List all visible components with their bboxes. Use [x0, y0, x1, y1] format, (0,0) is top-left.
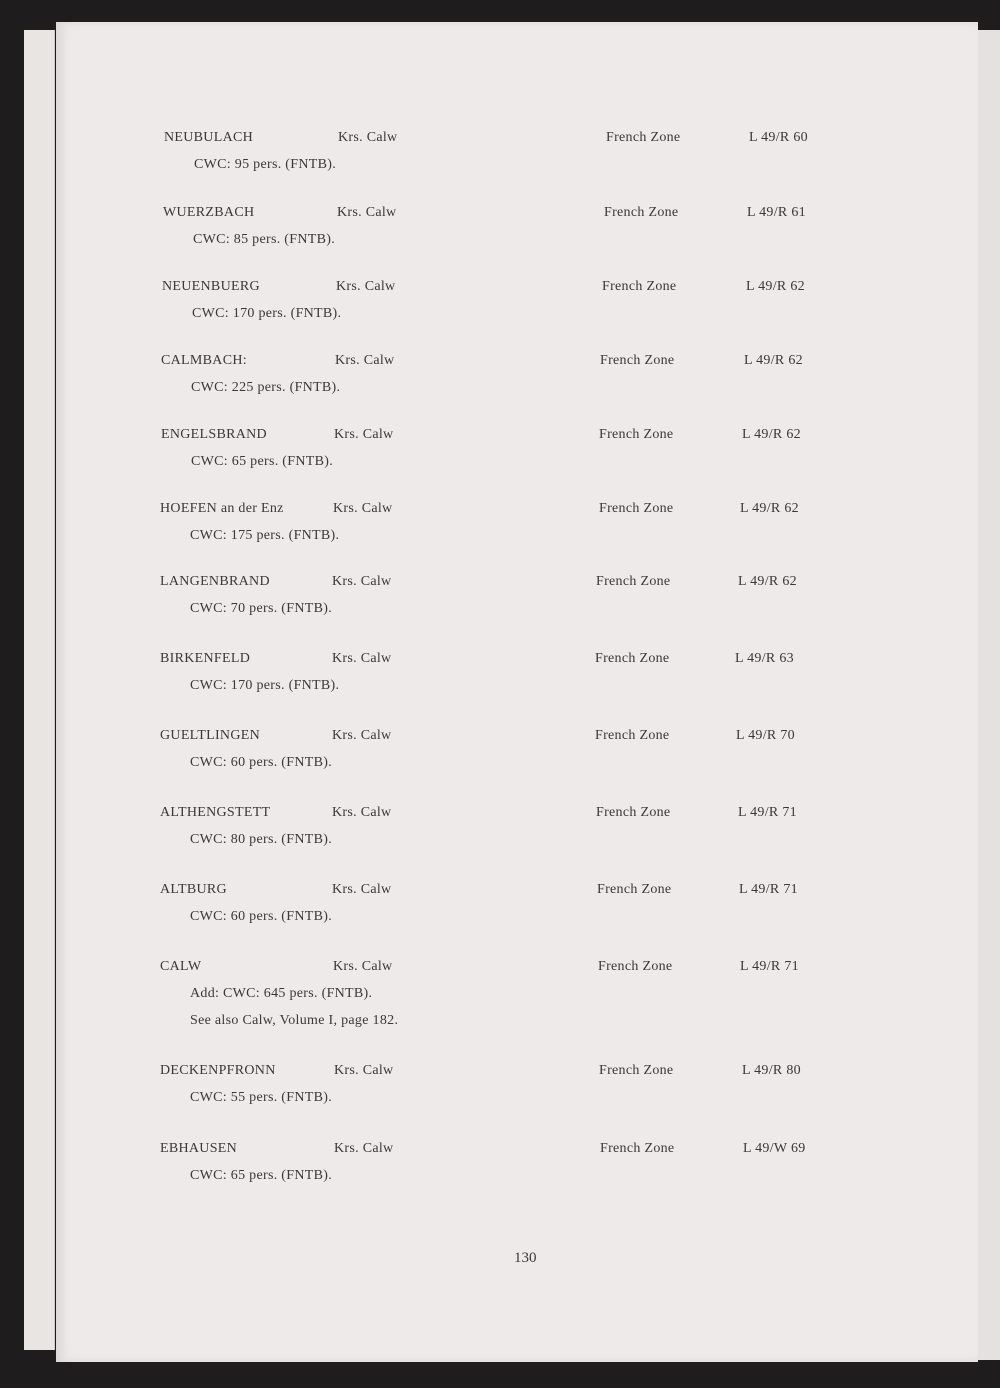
- place-name: ALTBURG: [160, 882, 227, 897]
- zone: French Zone: [596, 805, 671, 820]
- place-name: WUERZBACH: [163, 205, 255, 220]
- zone: French Zone: [599, 501, 674, 516]
- place-name: CALW: [160, 959, 202, 974]
- entry-althengstett: [56, 805, 978, 885]
- map-reference: L 49/R 62: [738, 574, 797, 589]
- place-name: ENGELSBRAND: [161, 427, 267, 442]
- cwc-line: CWC: 60 pers. (FNTB).: [190, 755, 333, 770]
- entry-wuerzbach: [56, 205, 978, 285]
- zone: French Zone: [606, 130, 681, 145]
- map-reference: L 49/R 70: [736, 728, 795, 743]
- cwc-line: Add: CWC: 645 pers. (FNTB).: [190, 986, 373, 1001]
- facing-page-edge: [976, 30, 1000, 1360]
- district: Krs. Calw: [332, 728, 392, 743]
- district: Krs. Calw: [337, 205, 397, 220]
- place-name: GUELTLINGEN: [160, 728, 260, 743]
- map-reference: L 49/R 62: [742, 427, 801, 442]
- entry-langenbrand: [56, 574, 978, 654]
- district: Krs. Calw: [336, 279, 396, 294]
- zone: French Zone: [604, 205, 679, 220]
- zone: French Zone: [602, 279, 677, 294]
- map-reference: L 49/R 60: [749, 130, 808, 145]
- entry-ebhausen: [56, 1141, 978, 1221]
- map-reference: L 49/R 80: [742, 1063, 801, 1078]
- map-reference: L 49/R 63: [735, 651, 794, 666]
- district: Krs. Calw: [332, 651, 392, 666]
- cwc-line: CWC: 65 pers. (FNTB).: [190, 1168, 333, 1183]
- entry-gueltlingen: [56, 728, 978, 808]
- cwc-line: CWC: 55 pers. (FNTB).: [190, 1090, 333, 1105]
- entry-engelsbrand: [56, 427, 978, 507]
- zone: French Zone: [598, 959, 673, 974]
- district: Krs. Calw: [332, 882, 392, 897]
- map-reference: L 49/R 61: [747, 205, 806, 220]
- zone: French Zone: [600, 1141, 675, 1156]
- district: Krs. Calw: [332, 574, 392, 589]
- map-reference: L 49/R 71: [739, 882, 798, 897]
- cwc-line: CWC: 95 pers. (FNTB).: [194, 157, 337, 172]
- zone: French Zone: [595, 651, 670, 666]
- cwc-line: CWC: 80 pers. (FNTB).: [190, 832, 333, 847]
- district: Krs. Calw: [338, 130, 398, 145]
- entry-calmbach: [56, 353, 978, 433]
- district: Krs. Calw: [334, 1141, 394, 1156]
- cwc-line: CWC: 225 pers. (FNTB).: [191, 380, 341, 395]
- place-name: NEUBULACH: [164, 130, 254, 145]
- place-name: CALMBACH:: [161, 353, 247, 368]
- map-reference: L 49/R 71: [738, 805, 797, 820]
- cwc-line: CWC: 170 pers. (FNTB).: [192, 306, 342, 321]
- district: Krs. Calw: [332, 805, 392, 820]
- entry-deckenpfronn: [56, 1063, 978, 1143]
- zone: French Zone: [595, 728, 670, 743]
- district: Krs. Calw: [334, 427, 394, 442]
- page-number: 130: [514, 1250, 537, 1266]
- entry-neubulach: [56, 130, 978, 210]
- district: Krs. Calw: [335, 353, 395, 368]
- place-name: HOEFEN an der Enz: [160, 501, 284, 516]
- cwc-line: CWC: 170 pers. (FNTB).: [190, 678, 340, 693]
- cwc-line: CWC: 70 pers. (FNTB).: [190, 601, 333, 616]
- place-name: NEUENBUERG: [162, 279, 260, 294]
- map-reference: L 49/R 62: [744, 353, 803, 368]
- see-also-line: See also Calw, Volume I, page 182.: [190, 1013, 399, 1028]
- district: Krs. Calw: [333, 501, 393, 516]
- map-reference: L 49/R 62: [740, 501, 799, 516]
- zone: French Zone: [600, 353, 675, 368]
- place-name: LANGENBRAND: [160, 574, 270, 589]
- zone: French Zone: [597, 882, 672, 897]
- entry-altburg: [56, 882, 978, 962]
- zone: French Zone: [596, 574, 671, 589]
- zone: French Zone: [599, 1063, 674, 1078]
- district: Krs. Calw: [333, 959, 393, 974]
- entry-neuenbuerg: [56, 279, 978, 359]
- map-reference: L 49/R 71: [740, 959, 799, 974]
- cwc-line: CWC: 60 pers. (FNTB).: [190, 909, 333, 924]
- place-name: ALTHENGSTETT: [160, 805, 271, 820]
- map-reference: L 49/W 69: [743, 1141, 806, 1156]
- cwc-line: CWC: 175 pers. (FNTB).: [190, 528, 340, 543]
- entry-birkenfeld: [56, 651, 978, 731]
- book-page: [56, 22, 978, 1362]
- cwc-line: CWC: 85 pers. (FNTB).: [193, 232, 336, 247]
- map-reference: L 49/R 62: [746, 279, 805, 294]
- cwc-line: CWC: 65 pers. (FNTB).: [191, 454, 334, 469]
- entry-calw: [56, 959, 978, 1069]
- place-name: EBHAUSEN: [160, 1141, 238, 1156]
- place-name: BIRKENFELD: [160, 651, 251, 666]
- district: Krs. Calw: [334, 1063, 394, 1078]
- place-name: DECKENPFRONN: [160, 1063, 276, 1078]
- entry-hoefen: [56, 501, 978, 581]
- zone: French Zone: [599, 427, 674, 442]
